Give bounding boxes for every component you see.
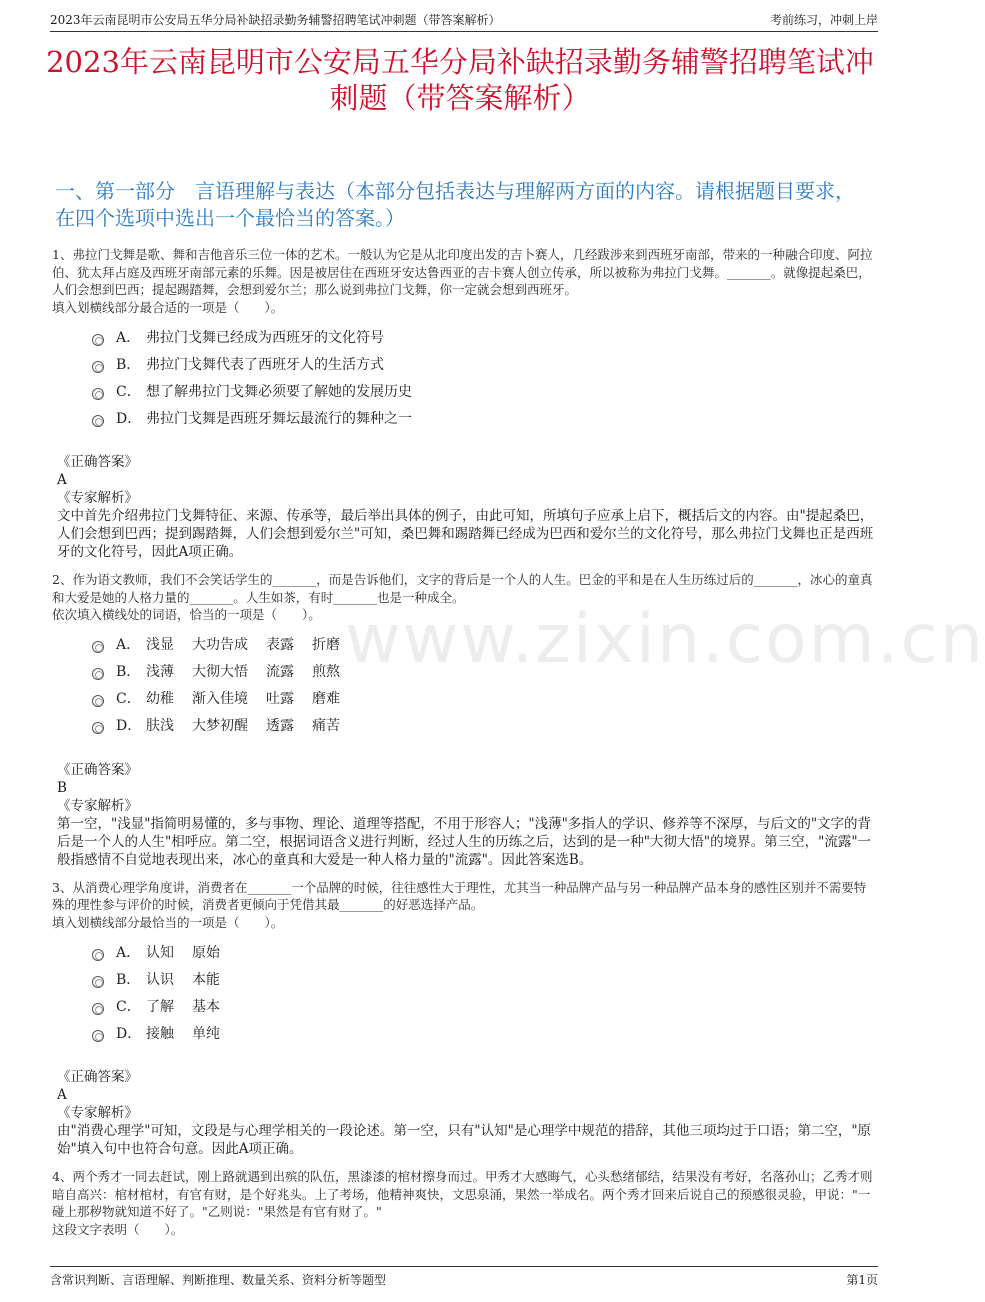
answer-block: [52, 761, 878, 815]
option-c[interactable]: [92, 685, 878, 712]
option-word: 透露: [266, 718, 294, 734]
question-1: [52, 246, 878, 561]
option-word: 肤浅: [146, 718, 174, 734]
footer-left-text: 含常识判断、言语理解、判断推理、数量关系、资料分析等题型: [50, 1273, 387, 1287]
option-letter: A．: [116, 637, 141, 653]
option-word: 大彻大悟: [192, 664, 248, 680]
question-text: 2、作为语文教师，我们不会笑话学生的_______，而是告诉他们，文字的背后是一个人的人生。巴金的平和是在人生历练过后的_______，冰心的童真和大爱是她的人格力量的_______。人生如茶，有时_______也是一种成全。: [52, 572, 873, 605]
option-word: 原始: [192, 944, 220, 961]
option-word: 浅显: [146, 637, 174, 653]
question-text: 1、弗拉门戈舞是歌、舞和吉他音乐三位一体的艺术。一般认为它是从北印度出发的吉卜赛人，几经跋涉来到西班牙南部，带来的一种融合印度、阿拉伯、犹太拜占庭及西班牙南部元素的乐舞。因是被居住在西班牙安达鲁西亚的吉卡赛人创立传承，所以被称为弗拉门戈舞。_______。就像提起桑巴，人们会想到巴西；提起踢踏舞，会想到爱尔兰；那么说到弗拉门戈舞，你一定就会想到西班牙。: [52, 247, 873, 297]
option-b[interactable]: [92, 350, 878, 377]
radio-icon[interactable]: [92, 976, 104, 988]
question-2: [52, 571, 878, 869]
option-letter: C．: [116, 998, 141, 1015]
radio-icon[interactable]: [92, 1003, 104, 1015]
options-list: [92, 938, 878, 1046]
question-text: 4、两个秀才一同去赶试，刚上路就遇到出殡的队伍，黑漆漆的棺材擦身而过。甲秀才大感晦气，心头愁绪郁结，结果没有考好，名落孙山；乙秀才则暗自高兴：棺材棺材，有官有财，是个好兆头。上了考场，他精神爽快，文思泉涌，果然一举成名。两个秀才回来后说自己的预感很灵验，甲说："一碰上那秽物就知道不好了。"乙则说："果然是有官有财了。": [52, 1169, 873, 1219]
option-word: 吐露: [266, 691, 294, 707]
analysis-label: 《专家解析》: [57, 1105, 138, 1121]
radio-icon[interactable]: [92, 415, 104, 427]
radio-icon[interactable]: [92, 388, 104, 400]
option-letter: D．: [116, 410, 142, 427]
option-word: 基本: [192, 998, 220, 1015]
option-text: 弗拉门戈舞已经成为西班牙的文化符号: [146, 329, 384, 346]
option-word: 接触: [146, 1025, 174, 1042]
option-word: 折磨: [312, 637, 340, 653]
option-a[interactable]: [92, 631, 878, 658]
radio-icon[interactable]: [92, 1030, 104, 1042]
option-word: 单纯: [192, 1025, 220, 1042]
document-title: 2023年云南昆明市公安局五华分局补缺招录勤务辅警招聘笔试冲刺题（带答案解析）: [46, 45, 874, 115]
option-letter: C．: [116, 383, 141, 400]
option-d[interactable]: [92, 1019, 878, 1046]
option-c[interactable]: [92, 992, 878, 1019]
radio-icon[interactable]: [92, 949, 104, 961]
answer-label: 《正确答案》: [57, 761, 138, 778]
answer-block: [52, 1068, 878, 1122]
header-left-text: 2023年云南昆明市公安局五华分局补缺招录勤务辅警招聘笔试冲刺题（带答案解析）: [50, 13, 501, 27]
option-word: 表露: [266, 637, 294, 653]
option-word: 大梦初醒: [192, 718, 248, 734]
header-right-text: 考前练习，冲刺上岸: [769, 13, 878, 27]
option-a[interactable]: [92, 938, 878, 965]
analysis-text: 由"消费心理学"可知，文段是与心理学相关的一段论述。第一空，只有"认知"是心理学中规范的措辞，其他三项均过于口语；第二空，"原始"填入句中也符合句意。因此A项正确。: [57, 1123, 872, 1157]
option-letter: D．: [116, 1025, 142, 1042]
option-word: 本能: [192, 971, 220, 988]
radio-icon[interactable]: [92, 641, 104, 653]
analysis-label: 《专家解析》: [57, 490, 138, 506]
option-d[interactable]: [92, 712, 878, 739]
option-a[interactable]: [92, 323, 878, 350]
answer-label: 《正确答案》: [57, 1069, 138, 1085]
watermark: www.zixin.com.cn: [345, 600, 985, 679]
answer-block: [52, 453, 878, 507]
analysis-text: 文中首先介绍弗拉门戈舞特征、来源、传承等，最后举出具体的例子，由此可知，所填句子应承上启下，概括后文的内容。由"提起桑巴，人们会想到巴西；提到踢踏舞，人们会想到爱尔兰"可知，桑巴舞和踢踏舞已经成为巴西和爱尔兰的文化符号，那么弗拉门戈舞也正是西班牙的文化符号，因此A项正确。: [57, 508, 874, 560]
answer-value: A: [57, 1087, 67, 1103]
option-word: 了解: [146, 998, 174, 1015]
option-word: 痛苦: [312, 718, 340, 734]
option-letter: B．: [116, 971, 141, 988]
option-letter: D．: [116, 718, 142, 734]
answer-label: 《正确答案》: [57, 454, 138, 470]
option-word: 浅薄: [146, 664, 174, 680]
option-word: 磨难: [312, 691, 340, 707]
options-list: [92, 323, 878, 431]
question-text: 3、从消费心理学角度讲，消费者在_______一个品牌的时候，往往感性大于理性，尤其当一种品牌产品与另一种品牌产品本身的感性区别并不需要特殊的理性参与评价的时候，消费者更倾向于凭借其最_______的好恶选择产品。: [52, 879, 867, 912]
page-footer: [50, 1266, 878, 1288]
option-c[interactable]: [92, 377, 878, 404]
option-word: 认知: [146, 944, 174, 961]
page-header: [50, 12, 878, 32]
question-4: [52, 1168, 878, 1238]
page-number: 第1页: [846, 1273, 878, 1287]
option-b[interactable]: [92, 965, 878, 992]
question-prompt: 这段文字表明（ ）。: [52, 1221, 184, 1237]
option-text: 弗拉门戈舞代表了西班牙人的生活方式: [146, 356, 384, 373]
option-text: 弗拉门戈舞是西班牙舞坛最流行的舞种之一: [146, 410, 412, 427]
radio-icon[interactable]: [92, 334, 104, 346]
radio-icon[interactable]: [92, 722, 104, 734]
option-b[interactable]: [92, 658, 878, 685]
option-word: 大功告成: [192, 637, 248, 653]
options-list: [92, 631, 878, 739]
option-word: 煎熬: [312, 664, 340, 680]
option-letter: A．: [116, 944, 141, 961]
answer-value: B: [57, 779, 67, 796]
section-heading: 一、第一部分 言语理解与表达（本部分包括表达与理解两方面的内容。请根据题目要求，在四个选项中选出一个最恰当的答案。）: [55, 179, 855, 230]
answer-value: A: [57, 472, 67, 488]
radio-icon[interactable]: [92, 361, 104, 373]
option-word: 幼稚: [146, 691, 174, 707]
question-prompt: 填入划横线部分最恰当的一项是（ ）。: [52, 914, 284, 930]
question-list: [52, 246, 878, 1248]
question-3: [52, 879, 878, 1159]
option-word: 渐入佳境: [192, 691, 248, 707]
question-prompt: 填入划横线部分最合适的一项是（ ）。: [52, 299, 284, 315]
radio-icon[interactable]: [92, 695, 104, 707]
radio-icon[interactable]: [92, 668, 104, 680]
option-letter: C．: [116, 691, 141, 707]
analysis-text: 第一空，"浅显"指简明易懂的，多与事物、理论、道理等搭配，不用于形容人；"浅薄"多指人的学识、修养等不深厚，与后文的"文字的背后是一个人的人生"相呼应。第二空，根据词语含义进行判断，经过人生的历练之后，达到的是一种"大彻大悟"的境界。第三空，"流露"一般指感情不自觉地表现出来，冰心的童真和大爱是一种人格力量的"流露"。因此答案选B。: [57, 815, 872, 868]
option-letter: A．: [116, 329, 141, 346]
question-prompt: 依次填入横线处的词语，恰当的一项是（ ）。: [52, 607, 321, 622]
option-word: 认识: [146, 971, 174, 988]
option-d[interactable]: [92, 404, 878, 431]
option-letter: B．: [116, 356, 141, 373]
option-letter: B．: [116, 664, 141, 680]
analysis-label: 《专家解析》: [57, 797, 138, 814]
option-word: 流露: [266, 664, 294, 680]
option-text: 想了解弗拉门戈舞必须要了解她的发展历史: [146, 383, 412, 400]
